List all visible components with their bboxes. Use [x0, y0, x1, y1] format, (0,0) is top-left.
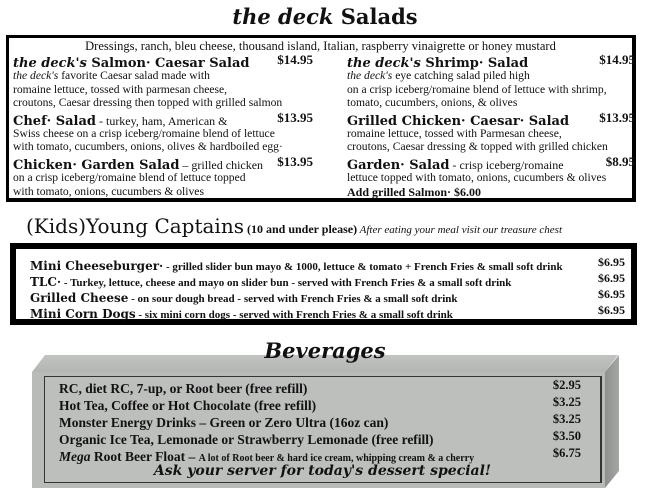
kids-item-mini-corn-dogs — [30, 303, 625, 321]
item-name: Mini Corn Dogs — [30, 307, 136, 321]
kids-item-grilled-cheese — [30, 287, 625, 305]
item-price: $13.95 — [277, 109, 313, 125]
item-inline-desc: - crisp iceberg/romaine — [449, 157, 564, 172]
beverage-item-hot-drinks — [59, 395, 589, 412]
kids-section-title — [26, 214, 562, 238]
desc-line: eye catching salad piled high — [392, 69, 530, 82]
desc-italic: the deck's — [13, 69, 59, 82]
item-inline-desc: – grilled chicken — [179, 157, 264, 172]
salads-title-italic: the deck — [232, 4, 334, 29]
item-description: on a crisp iceberg/romaine blend of lettuce with shrimp, — [347, 82, 607, 96]
item-name: Organic Ice Tea, Lemonade or Strawberry Lemonade (free refill) — [59, 432, 434, 447]
beverage-item-organic-tea — [59, 429, 589, 446]
beverages-panel-side-bevel — [605, 355, 619, 488]
beverages-list — [44, 376, 602, 483]
kids-title: (Kids)Young Captains — [26, 214, 244, 238]
item-name: Monster Energy Drinks – Green or Zero Ultra (16oz can) — [59, 415, 389, 430]
item-price: $6.95 — [598, 303, 625, 317]
dessert-special-note: Ask your server for today's dessert special! — [153, 463, 492, 479]
item-price: $3.25 — [552, 395, 581, 409]
beverages-title: Beverages — [264, 338, 386, 363]
item-name-italic: the deck's — [13, 56, 87, 71]
menu-item-chef-salad — [13, 110, 313, 127]
kids-menu-box — [10, 243, 637, 325]
item-name: Root Beer Float – — [90, 449, 199, 464]
item-name: Grilled Chicken· Caesar· Salad — [347, 113, 570, 129]
item-description: lettuce topped with tomato, onions, cucumbers & olives — [347, 170, 607, 184]
item-name: Chef· Salad — [13, 113, 96, 129]
item-price: $14.95 — [599, 52, 635, 67]
item-price: $13.95 — [599, 109, 635, 125]
item-description: tomato, cucumbers, onions, & olives — [347, 96, 518, 110]
menu-item-chicken-garden-salad — [13, 154, 313, 171]
item-name-italic: the deck's — [347, 56, 421, 71]
item-name: TLC· — [30, 275, 62, 289]
item-name: Hot Tea, Coffee or Hot Chocolate (free refill) — [59, 398, 317, 413]
item-price: $6.95 — [598, 255, 625, 269]
item-description: croutons, Caesar dressing then topped with grilled salmon — [13, 96, 283, 110]
item-description: - Turkey, lettuce, cheese and mayo on slider bun - served with French Fries & a small soft drink — [61, 277, 512, 289]
menu-item-grilled-chicken-caesar — [347, 110, 635, 127]
item-description: A lot of Root beer & hard ice cream, whipping cream & a cherry — [198, 453, 475, 464]
item-description: - six mini corn dogs - served with French Fries & a small soft drink — [135, 309, 453, 321]
item-inline-desc: - turkey, ham, American & — [95, 113, 228, 128]
kids-item-tlc — [30, 271, 625, 289]
item-name: RC, diet RC, 7-up, or Root beer (free refill) — [59, 381, 308, 396]
item-description — [13, 69, 313, 83]
item-price: $14.95 — [277, 52, 313, 67]
item-price: $3.50 — [552, 429, 581, 443]
desc-line: favorite Caesar salad made with — [58, 69, 210, 82]
item-description: with tomato, cucumbers, onions, olives & hardboiled egg· — [13, 140, 283, 154]
salads-right-column — [347, 52, 635, 199]
item-description: croutons, Caesar dressing & topped with grilled chicken — [347, 140, 608, 154]
desc-italic: the deck's — [347, 69, 393, 82]
item-price: $2.95 — [552, 378, 581, 392]
dressings-note: Dressings, ranch, bleu cheese, thousand island, Italian, raspberry vinaigrette or honey mustard — [85, 39, 556, 53]
treasure-chest-note: After eating your meal visit our treasure chest — [357, 224, 563, 236]
kids-item-mini-cheeseburger — [30, 255, 625, 273]
item-description: Swiss cheese on a crisp iceberg/romaine blend of lettuce — [13, 126, 275, 140]
item-price: $3.25 — [552, 412, 581, 426]
item-name: Salmon· Caesar Salad — [86, 56, 250, 71]
item-price: $6.75 — [552, 446, 581, 460]
beverage-item-root-beer-float — [59, 446, 589, 463]
item-description: with tomato, onions, cucumbers & olives — [13, 184, 204, 198]
item-description: - on sour dough bread - served with French Fries & a small soft drink — [128, 293, 458, 305]
item-name: Garden· Salad — [347, 157, 450, 173]
item-description — [347, 69, 635, 83]
item-name: Grilled Cheese — [30, 291, 129, 305]
salmon-addon: Add grilled Salmon· $6.00 — [347, 184, 482, 199]
salads-box — [6, 35, 636, 202]
menu-item-shrimp-salad — [347, 52, 635, 69]
item-description: romaine lettuce, tossed with Parmesan cheese, — [347, 126, 562, 140]
item-name: Chicken· Garden Salad — [13, 157, 180, 173]
item-name-italic: Mega — [59, 449, 91, 464]
item-price: $8.95 — [605, 153, 635, 169]
item-description: - grilled slider bun mayo & 1000, lettuce & tomato + French Fries & small soft drink — [163, 261, 563, 273]
salads-title-rest: Salads — [333, 4, 418, 29]
item-price: $6.95 — [598, 271, 625, 285]
menu-item-garden-salad — [347, 154, 635, 171]
item-description: romaine lettuce, tossed with parmesan cheese, — [13, 82, 228, 96]
beverage-item-soda — [59, 378, 589, 395]
item-name: Mini Cheeseburger· — [30, 259, 164, 273]
item-price: $6.95 — [598, 287, 625, 301]
salads-title — [0, 4, 650, 29]
beverage-item-monster — [59, 412, 589, 429]
item-description: on a crisp iceberg/romaine blend of lettuce topped — [13, 170, 246, 184]
menu-item-salmon-caesar — [13, 52, 313, 69]
kids-age-note: (10 and under please) — [243, 222, 358, 236]
item-price: $13.95 — [277, 153, 313, 169]
salads-left-column — [13, 52, 313, 198]
item-name: Shrimp· Salad — [420, 56, 529, 71]
